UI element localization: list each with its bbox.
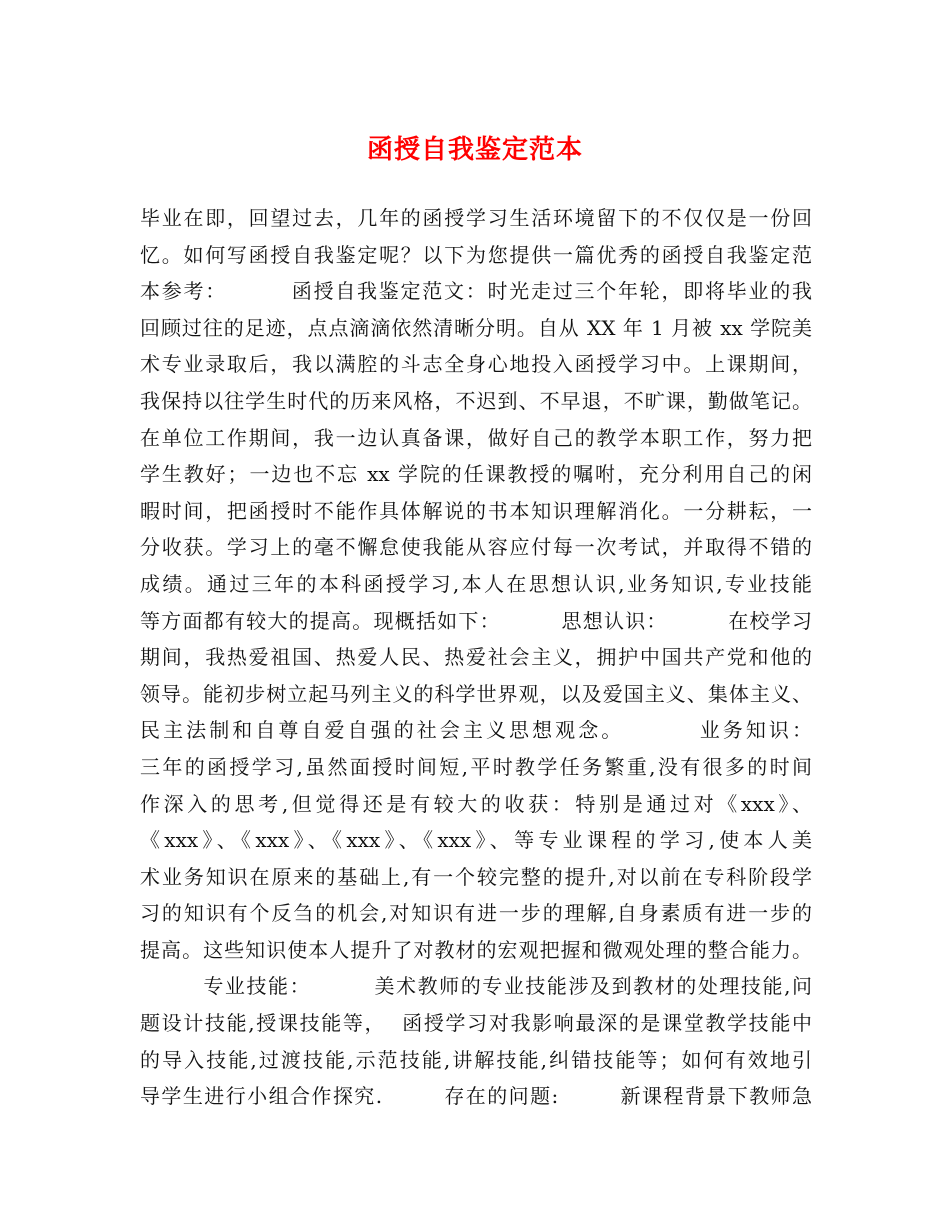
- body-line: 提高。这些知识使本人提升了对教材的宏观把握和微观处理的整合能力。: [140, 937, 812, 962]
- body-line: 回顾过往的足迹，点点滴滴依然清晰分明。自从 XX 年 1 月被 xx 学院美: [140, 315, 812, 340]
- body-line: 本参考： 函授自我鉴定范文：时光走过三个年轮，即将毕业的我: [140, 279, 812, 304]
- body-line: 毕业在即，回望过去，几年的函授学习生活环境留下的不仅仅是一份回: [140, 206, 812, 230]
- body-line: 术专业录取后，我以满腔的斗志全身心地投入函授学习中。上课期间，: [140, 352, 812, 377]
- body-line: 我保持以往学生时代的历来风格，不迟到、不早退，不旷课，勤做笔记。: [140, 388, 812, 413]
- body-line: 忆。如何写函授自我鉴定呢？以下为您提供一篇优秀的函授自我鉴定范: [140, 242, 812, 267]
- body-line: 期间，我热爱祖国、热爱人民、热爱社会主义，拥护中国共产党和他的: [140, 645, 812, 670]
- body-line: 习的知识有个反刍的机会,对知识有进一步的理解,自身素质有进一步的: [140, 901, 812, 926]
- body-line: 在单位工作期间，我一边认真备课，做好自己的教学本职工作，努力把: [140, 425, 812, 450]
- body-line: 等方面都有较大的提高。现概括如下： 思想认识： 在校学习: [140, 608, 812, 633]
- body-line: 领导。能初步树立起马列主义的科学世界观，以及爱国主义、集体主义、: [140, 681, 812, 706]
- body-line: 专业技能： 美术教师的专业技能涉及到教材的处理技能,问: [140, 974, 812, 999]
- body-line: 导学生进行小组合作探究. 存在的问题: 新课程背景下教师急: [140, 1084, 812, 1109]
- body-line: 暇时间，把函授时不能作具体解说的书本知识理解消化。一分耕耘，一: [140, 498, 812, 523]
- body-line: 术业务知识在原来的基础上,有一个较完整的提升,对以前在专科阶段学: [140, 864, 812, 889]
- body-line: 题设计技能,授课技能等， 函授学习对我影响最深的是课堂教学技能中: [140, 1011, 812, 1036]
- document-body: [140, 200, 812, 1115]
- body-line: 分收获。学习上的毫不懈怠使我能从容应付每一次考试，并取得不错的: [140, 535, 812, 560]
- body-line: 学生教好；一边也不忘 xx 学院的任课教授的嘱咐，充分利用自己的闲: [140, 462, 812, 487]
- body-line: 民主法制和自尊自爱自强的社会主义思想观念。 业务知识：: [140, 718, 812, 743]
- body-line: 的导入技能,过渡技能,示范技能,讲解技能,纠错技能等；如何有效地引: [140, 1047, 812, 1072]
- document-title: 函授自我鉴定范本: [366, 135, 583, 165]
- body-line: 《xxx》、《xxx》、《xxx》、《xxx》、等专业课程的学习,使本人美: [140, 828, 812, 853]
- body-line: 三年的函授学习,虽然面授时间短,平时教学任务繁重,没有很多的时间: [140, 754, 812, 779]
- body-line: 作深入的思考,但觉得还是有较大的收获：特别是通过对《xxx》、: [140, 791, 812, 816]
- body-line: 成绩。通过三年的本科函授学习,本人在思想认识,业务知识,专业技能: [140, 571, 812, 596]
